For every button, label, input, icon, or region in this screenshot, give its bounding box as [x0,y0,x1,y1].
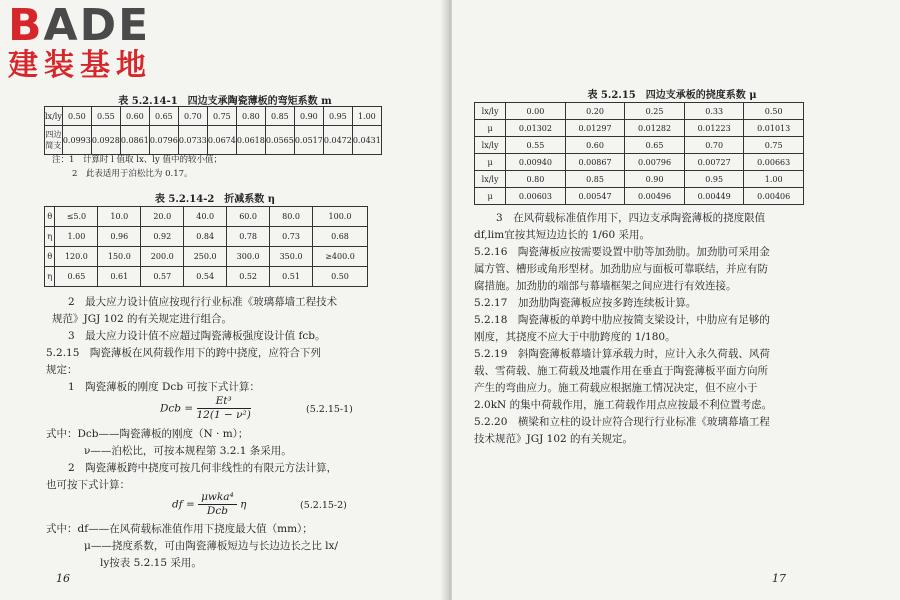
table-cell: 0.92 [141,227,184,247]
table-cell: 0.0565 [265,126,294,155]
table-cell: 0.01223 [684,120,744,137]
table-cell: 0.50 [312,267,367,287]
clause-5-2-16-line-2: 属方管、槽形或角形型材。加劲肋应与面板可靠联结，并应有防 [474,263,768,275]
table-5-2-15-caption: 表 5.2.15 四边支承板的挠度系数 μ [587,90,757,101]
table-cell: 350.0 [270,247,313,267]
equation-5-2-15-1: Dcb = $\frac{\text{Et³}}{\text{12(1 − ν²)}}$ [160,395,251,421]
table-cell: 0.75 [207,107,236,126]
table-cell: 0.61 [98,267,141,287]
reduction-coefficient-table [44,206,368,287]
para-3-limit-line-1: 3 在风荷载标准值作用下，四边支承陶瓷薄板的挠度限值 [496,212,766,224]
table-row [45,227,368,247]
where-nu: ν——泊松比，可按本规程第 3.2.1 条采用。 [84,445,292,457]
table-cell: 0.00496 [625,188,685,205]
row-header-cell: θ [45,207,55,227]
right-page [452,0,900,600]
table-cell: 200.0 [141,247,184,267]
table-cell: 0.60 [565,137,625,154]
clause-5-2-17: 5.2.17 加劲肋陶瓷薄板应按多跨连续板计算。 [474,297,697,309]
logo-letters: ADE [43,0,151,51]
clause-5-2-19-line-3: 产生的弯曲应力。施工荷载应根据施工情况决定，但不应小于 [474,382,758,394]
table-cell: 1.00 [55,227,98,247]
clause-5-2-15-line-1: 5.2.15 陶瓷薄板在风荷载作用下的跨中挠度，应符合下列 [46,347,321,359]
clause-5-2-19-line-1: 5.2.19 斜陶瓷薄板幕墙计算承载力时，应计入永久荷载、风荷 [474,348,770,360]
table-cell: 0.95 [323,107,352,126]
table-cell: 0.0733 [178,126,207,155]
table-cell: 80.0 [270,207,313,227]
table-cell: 0.00603 [506,188,566,205]
table-cell: 0.0993 [62,126,91,155]
table-cell: 0.00406 [744,188,804,205]
table-row [475,188,804,205]
table-row [45,126,382,155]
brand-logo [8,0,178,92]
logo-tagline: 建装基地 [8,48,152,83]
table-cell: 0.51 [270,267,313,287]
table-cell: 20.0 [141,207,184,227]
table-cell: 0.85 [565,171,625,188]
table-cell: 0.96 [98,227,141,247]
equation-number-1: (5.2.15-1) [306,404,353,415]
para-3-limit-line-2: df,lim宜按其短边边长的 1/60 采用。 [474,229,650,241]
where-dcb: 式中：Dcb——陶瓷薄板的刚度（N · m）； [46,428,249,440]
table-cell: 0.55 [506,137,566,154]
left-page [0,0,448,600]
table-cell: 0.65 [625,137,685,154]
moment-coefficient-table [44,106,382,155]
row-header-cell: lx/ly [475,137,506,154]
table-row [475,154,804,171]
table-cell: 0.0674 [207,126,236,155]
table-cell: 0.50 [744,103,804,120]
table-row [475,103,804,120]
clause-5-2-19-line-4: 2.0kN 的集中荷载作用，施工荷载作用点应按最不利位置考虑。 [474,399,773,411]
clause-5-2-19-line-2: 载、雪荷载、施工荷载及地震作用在垂直于陶瓷薄板平面方向所 [474,365,768,377]
table-cell: 0.50 [62,107,91,126]
table-cell: 0.01297 [565,120,625,137]
table-cell: 1.00 [744,171,804,188]
table-cell: 0.0431 [352,126,381,155]
table-cell: 0.00940 [506,154,566,171]
row-header-cell: μ [475,188,506,205]
item-1-stiffness: 1 陶瓷薄板的刚度 Dcb 可按下式计算： [68,381,260,393]
table-cell: 0.25 [625,103,685,120]
page-number-left: 16 [56,572,70,585]
table-cell: 0.00727 [684,154,744,171]
table-cell: 0.20 [565,103,625,120]
item-2-deflection-line-2: 也可按下式计算： [46,479,130,491]
table-note-2: 2 此表适用于泊松比为 0.17。 [72,169,193,179]
table-cell: 0.80 [506,171,566,188]
table-cell: 10.0 [98,207,141,227]
table-cell: 0.75 [744,137,804,154]
table-cell: ≤5.0 [55,207,98,227]
table-cell: 0.0618 [236,126,265,155]
table-cell: 0.73 [270,227,313,247]
table-cell: 0.57 [141,267,184,287]
table-row [475,120,804,137]
row-header-cell: lx/ly [475,171,506,188]
table-cell: 0.01302 [506,120,566,137]
row-header-cell: μ [475,154,506,171]
row-header-cell: η [45,267,55,287]
clause-5-2-16-line-1: 5.2.16 陶瓷薄板应按需要设置中肋等加劲肋。加劲肋可采用金 [474,246,770,258]
table-5-2-14-1-caption: 表 5.2.14-1 四边支承陶瓷薄板的弯矩系数 m [118,96,332,107]
table-note-1: 注：1 计算时 l 值取 lx、ly 值中的较小值； [52,155,222,165]
table-cell: 1.00 [352,107,381,126]
table-5-2-14-2-caption: 表 5.2.14-2 折减系数 η [154,194,276,205]
table-cell: 0.0472 [323,126,352,155]
where-mu-line-1: μ——挠度系数，可由陶瓷薄板短边与长边边长之比 lx/ [84,540,338,552]
table-cell: 0.54 [184,267,227,287]
table-cell: 0.85 [265,107,294,126]
table-row [475,171,804,188]
table-cell: 300.0 [227,247,270,267]
table-cell: 0.00547 [565,188,625,205]
table-cell: 0.00796 [625,154,685,171]
clause-5-2-18-line-2: 刚度，其挠度不应大于中肋跨度的 1/180。 [474,331,676,343]
table-cell: 0.65 [55,267,98,287]
clause-5-2-18-line-1: 5.2.18 陶瓷薄板的单跨中肋应按简支梁设计，中肋应有足够的 [474,314,770,326]
table-cell: 150.0 [98,247,141,267]
table-cell: 0.65 [149,107,178,126]
item-2-deflection-line-1: 2 陶瓷薄板跨中挠度可按几何非线性的有限元方法计算， [68,462,338,474]
table-cell: 0.55 [91,107,120,126]
table-cell: 0.0861 [120,126,149,155]
equation-number-2: (5.2.15-2) [300,500,347,511]
table-cell: 60.0 [227,207,270,227]
table-cell: 0.0796 [149,126,178,155]
para-2-line-2: 规范》JGJ 102 的有关规定进行组合。 [52,313,233,325]
clause-5-2-15-line-2: 规定： [46,364,78,376]
table-cell: 0.00867 [565,154,625,171]
table-cell: 0.00 [506,103,566,120]
clause-5-2-20-line-2: 技术规范》JGJ 102 的有关规定。 [474,433,634,445]
para-3: 3 最大应力设计值不应超过陶瓷薄板强度设计值 fcb。 [68,330,326,342]
table-cell: 0.01282 [625,120,685,137]
where-df: 式中：df——在风荷载标准值作用下挠度最大值（mm）； [46,523,313,535]
table-cell: 0.90 [625,171,685,188]
table-cell: 0.68 [312,227,367,247]
row-header-cell: θ [45,247,55,267]
row-header-cell: 四边简支 [45,126,63,155]
where-mu-line-2: ly按表 5.2.15 采用。 [100,557,202,569]
table-cell: 0.00663 [744,154,804,171]
row-header-cell: μ [475,120,506,137]
table-cell: 0.52 [227,267,270,287]
table-cell: 0.78 [227,227,270,247]
clause-5-2-20-line-1: 5.2.20 横梁和立柱的设计应符合现行行业标准《玻璃幕墙工程 [474,416,770,428]
table-cell: ≥400.0 [312,247,367,267]
para-2-line-1: 2 最大应力设计值应按现行行业标准《玻璃幕墙工程技术 [68,296,338,308]
table-cell: 40.0 [184,207,227,227]
table-cell: 0.00449 [684,188,744,205]
page-number-right: 17 [772,572,786,585]
equation-5-2-15-2: df = $\frac{\text{μwka⁴}}{\text{Dcb}}$ η [172,491,247,517]
table-cell: 250.0 [184,247,227,267]
clause-5-2-16-line-3: 腐措施。加劲肋的端部与幕墙框架之间应进行有效连接。 [474,280,737,292]
table-header-row [45,107,382,126]
table-cell: 0.95 [684,171,744,188]
table-cell: 0.0517 [294,126,323,155]
table-cell: 0.90 [294,107,323,126]
row-header-cell: lx/ly [475,103,506,120]
row-header-cell: η [45,227,55,247]
table-cell: 0.33 [684,103,744,120]
table-cell: 0.80 [236,107,265,126]
table-cell: 100.0 [312,207,367,227]
table-row [45,207,368,227]
table-row [45,247,368,267]
table-cell: 0.84 [184,227,227,247]
table-cell: 0.60 [120,107,149,126]
table-row [475,137,804,154]
table-cell: 0.70 [178,107,207,126]
deflection-coefficient-table [474,102,804,205]
table-cell: 0.01013 [744,120,804,137]
table-row [45,267,368,287]
table-cell: 0.70 [684,137,744,154]
table-cell: 120.0 [55,247,98,267]
row-header-cell: lx/ly [45,107,63,126]
logo-letter-b: B [8,0,44,51]
table-cell: 0.0928 [91,126,120,155]
